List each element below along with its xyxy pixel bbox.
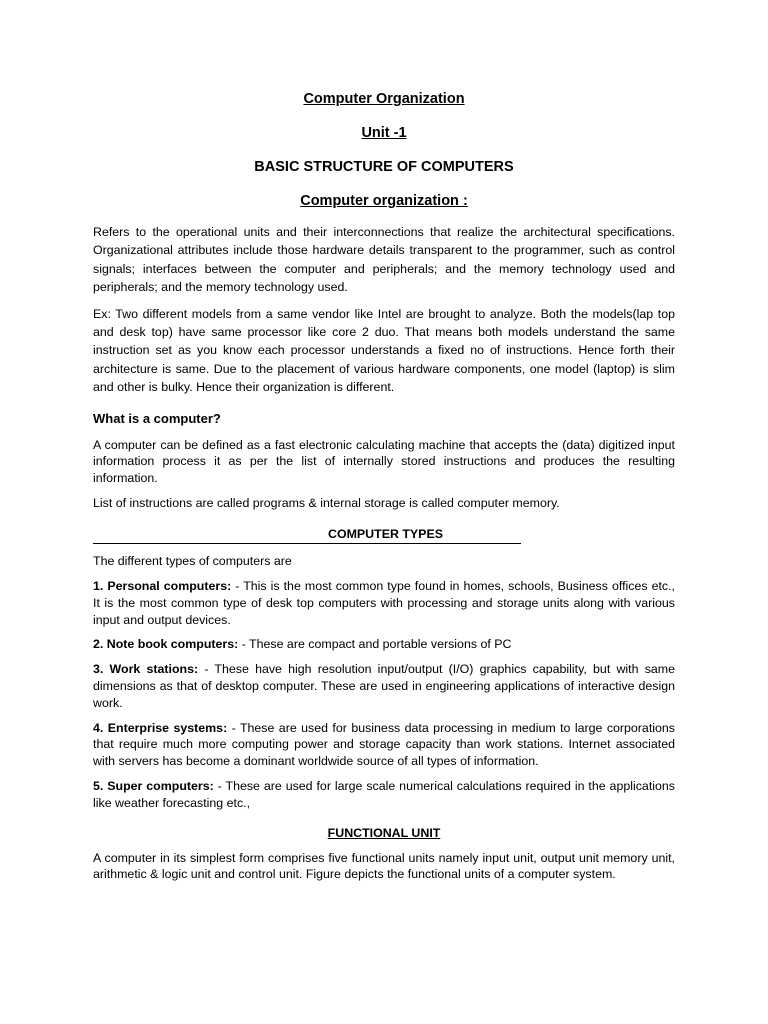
computer-type-text: - These are compact and portable versions of PC xyxy=(238,637,512,652)
section-heading-what-is-computer: What is a computer? xyxy=(93,410,221,426)
computer-type-label: 4. Enterprise systems: xyxy=(93,720,228,735)
what-is-paragraph-1: A computer can be defined as a fast electronic calculating machine that accepts the (data) digitized input information process it as per the list of internally stored instructions and produces the resulting information. xyxy=(93,437,675,485)
main-heading: BASIC STRUCTURE OF COMPUTERS xyxy=(254,159,514,175)
computer-type-item xyxy=(93,778,675,812)
functional-unit-heading: FUNCTIONAL UNIT xyxy=(327,825,441,840)
functional-unit-paragraph: A computer in its simplest form comprises five functional units namely input unit, output unit memory unit, arithmetic & logic unit and control unit. Figure depicts the functional units of a computer system. xyxy=(93,850,675,882)
computer-type-text: - These are used for large scale numerical calculations required in the applications like weather forecasting etc., xyxy=(93,778,675,810)
computer-type-text: - These have high resolution input/output (I/O) graphics capability, but with same dimensions as that of desktop computer. These are used in engineering applications of interactive design work. xyxy=(93,662,675,710)
computer-type-item xyxy=(93,720,675,770)
computer-types-intro: The different types of computers are xyxy=(93,553,292,568)
computer-type-text: - These are used for business data processing in medium to large corporations that require much more computing power and storage capacity than work stations. Internet associated with servers has become a dominant worldwide source of all types of information. xyxy=(93,720,675,769)
computer-type-text: - This is the most common type found in homes, schools, Business offices etc., It is the most common type of desk top computers with processing and storage units along with various input and output devices. xyxy=(93,578,675,627)
computer-type-label: 5. Super computers: xyxy=(93,778,214,793)
document-page xyxy=(93,84,675,883)
computer-type-label: 2. Note book computers: xyxy=(93,637,239,652)
computer-type-label: 3. Work stations: xyxy=(93,662,199,677)
computer-type-item xyxy=(93,661,675,711)
computer-types-heading-rule xyxy=(93,526,521,544)
unit-heading: Unit -1 xyxy=(361,125,407,141)
what-is-paragraph-2: List of instructions are called programs & internal storage is called computer memory. xyxy=(93,496,560,511)
computer-type-label: 1. Personal computers: xyxy=(93,578,232,593)
section-heading-computer-organization: Computer organization : xyxy=(300,193,468,209)
intro-paragraph-1: Refers to the operational units and their interconnections that realize the architectural specifications. Organizational attributes include those hardware details transparent to the programmer, such as control signals; interfaces between the computer and peripherals; and the memory technology used and peripherals; and the memory technology used. xyxy=(93,225,675,295)
document-title: Computer Organization xyxy=(303,91,465,107)
intro-paragraph-2: Ex: Two different models from a same vendor like Intel are brought to analyze. Both the models(lap top and desk top) have same processor like core 2 duo. That means both models understand the same instruction set as you know each processor understands a fixed no of instructions. Hence forth their architecture is same. Due to the placement of various hardware components, one model (laptop) is slim and other is bulky. Hence their organization is different. xyxy=(93,306,675,395)
computer-type-item xyxy=(93,636,675,653)
computer-types-heading: COMPUTER TYPES xyxy=(328,526,443,541)
computer-type-item xyxy=(93,578,675,628)
